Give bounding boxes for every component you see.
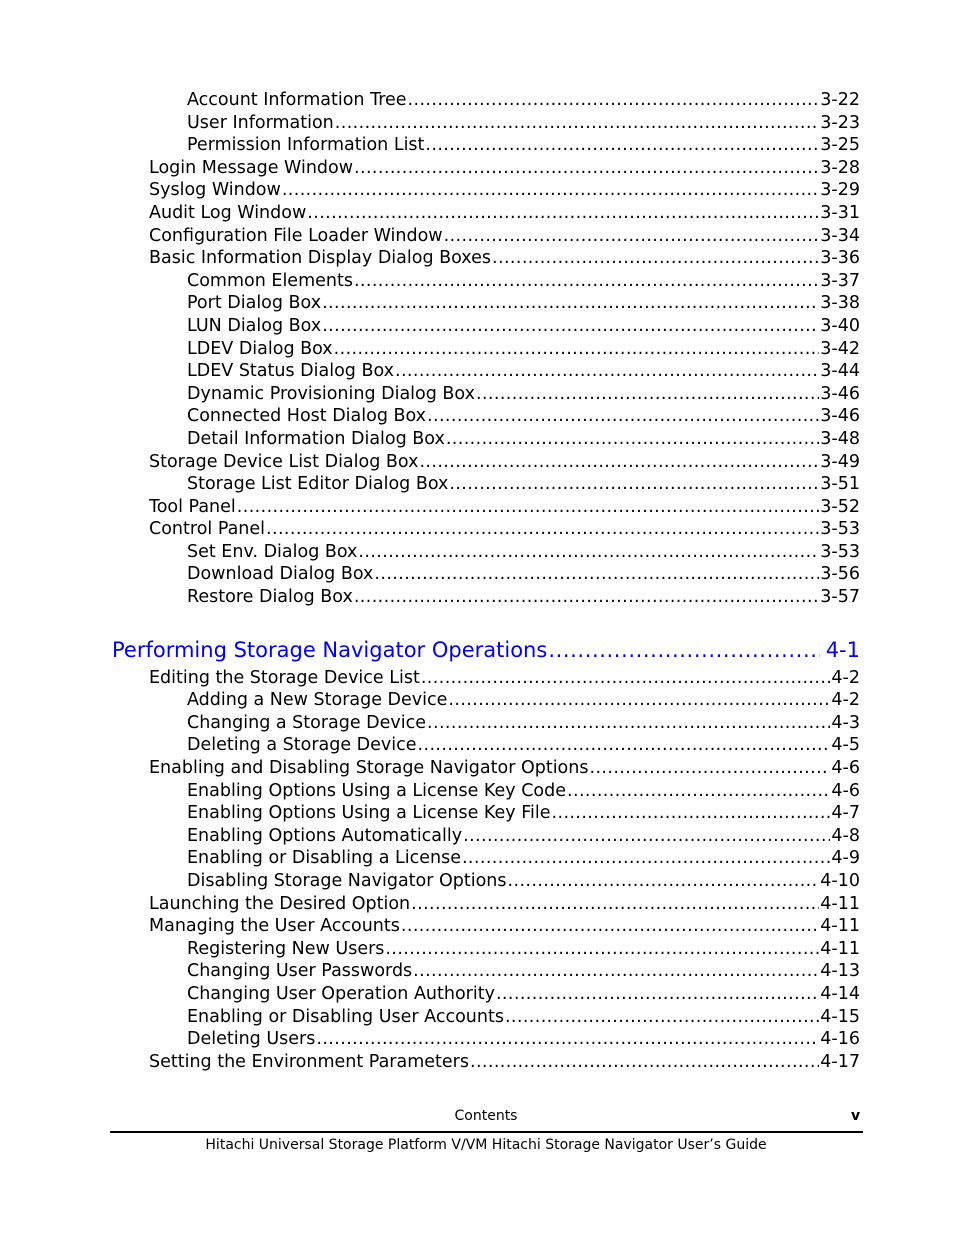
toc-dot-leader	[237, 496, 820, 519]
footer-page-number: v	[851, 1108, 861, 1124]
toc-entry[interactable]	[149, 915, 860, 938]
toc-entry-title: Deleting a Storage Device	[187, 735, 417, 756]
toc-dot-leader	[322, 292, 819, 315]
toc-entry[interactable]	[187, 134, 860, 157]
toc-entry-title: Set Env. Dialog Box	[187, 541, 358, 562]
toc-entry-title: Enabling or Disabling User Accounts	[187, 1006, 504, 1027]
toc-entry[interactable]	[187, 870, 860, 893]
toc-entry-page: 4-5	[831, 735, 860, 756]
toc-entry-title: Detail Information Dialog Box	[187, 428, 445, 449]
toc-entry-title: LUN Dialog Box	[187, 315, 322, 336]
toc-dot-leader	[316, 1028, 819, 1051]
toc-dot-leader	[418, 734, 831, 757]
toc-entry-page: 3-48	[820, 428, 860, 449]
toc-entry-title: Common Elements	[187, 270, 353, 291]
toc-dot-leader	[282, 179, 819, 202]
toc-entry[interactable]	[149, 451, 860, 474]
toc-entry-page: 3-53	[820, 519, 860, 540]
toc-entry-page: 4-2	[831, 667, 860, 688]
footer-divider	[110, 1131, 863, 1133]
toc-entry[interactable]	[187, 383, 860, 406]
toc-entry[interactable]	[149, 202, 860, 225]
toc-entry-page: 3-46	[820, 406, 860, 427]
toc-entry-title: Tool Panel	[149, 496, 236, 517]
toc-entry[interactable]	[187, 983, 860, 1006]
toc-entry-page: 4-11	[820, 893, 860, 914]
toc-entry-page: 3-51	[820, 474, 860, 495]
toc-entry-page: 3-44	[820, 361, 860, 382]
toc-entry[interactable]	[187, 847, 860, 870]
toc-entry-page: 3-57	[820, 587, 860, 608]
toc-entry[interactable]	[187, 780, 860, 803]
toc-dot-leader	[374, 563, 819, 586]
toc-entry[interactable]	[187, 734, 860, 757]
toc-entry[interactable]	[187, 825, 860, 848]
toc-entry-title: Enabling and Disabling Storage Navigator Options	[149, 758, 589, 779]
toc-entry-title: Connected Host Dialog Box	[187, 406, 427, 427]
toc-entry-title: Launching the Desired Option	[149, 893, 411, 914]
toc-entry-title: Deleting Users	[187, 1029, 316, 1050]
toc-entry[interactable]	[187, 938, 860, 961]
toc-entry-title: Adding a New Storage Device	[187, 690, 448, 711]
toc-entry-page: 4-9	[831, 848, 860, 869]
table-of-contents	[0, 89, 954, 1073]
toc-entry[interactable]	[149, 496, 860, 519]
toc-entry[interactable]	[149, 893, 860, 916]
toc-dot-leader	[385, 938, 819, 961]
toc-dot-leader	[449, 473, 819, 496]
toc-entry-page: 4-2	[831, 690, 860, 711]
toc-entry[interactable]	[187, 473, 860, 496]
toc-entry-title: Enabling Options Using a License Key Code	[187, 780, 567, 801]
toc-chapter-4-link[interactable]	[112, 634, 860, 666]
toc-entry-page: 3-38	[820, 293, 860, 314]
toc-entry-title: Control Panel	[149, 519, 266, 540]
toc-entry[interactable]	[187, 112, 860, 135]
toc-entry[interactable]	[187, 563, 860, 586]
toc-dot-leader	[354, 586, 819, 609]
toc-dot-leader	[463, 825, 830, 848]
toc-entry-title: Disabling Storage Navigator Options	[187, 871, 507, 891]
toc-entry-title: Changing User Passwords	[187, 961, 413, 982]
toc-entry-page: 3-22	[820, 90, 860, 110]
toc-entry-title: Enabling Options Using a License Key File	[187, 803, 551, 824]
toc-section-4	[0, 667, 954, 1074]
toc-chapter-page: 4-1	[825, 637, 860, 662]
toc-section-3	[0, 89, 954, 609]
toc-entry-title: Editing the Storage Device List	[149, 667, 420, 688]
toc-entry[interactable]	[149, 1051, 860, 1074]
toc-entry-page: 4-16	[820, 1029, 860, 1050]
toc-dot-leader	[444, 225, 820, 248]
toc-entry-page: 4-10	[820, 871, 860, 891]
toc-dot-leader	[448, 689, 830, 712]
toc-entry-page: 4-14	[820, 983, 860, 1004]
toc-dot-leader	[446, 428, 819, 451]
toc-entry-page: 3-53	[820, 541, 860, 562]
footer-guide-title: Hitachi Universal Storage Platform V/VM Hitachi Storage Navigator User’s Guide	[205, 1137, 767, 1153]
toc-dot-leader	[395, 360, 819, 383]
toc-entry-page: 4-6	[831, 780, 860, 801]
toc-entry-title: Storage Device List Dialog Box	[149, 451, 419, 472]
toc-entry[interactable]	[187, 586, 860, 609]
toc-dot-leader	[358, 541, 819, 564]
chapter-gap	[0, 609, 954, 634]
toc-entry-page: 3-56	[820, 564, 860, 585]
toc-entry[interactable]	[187, 541, 860, 564]
toc-entry[interactable]	[187, 360, 860, 383]
toc-entry-page: 4-11	[820, 916, 860, 937]
toc-entry[interactable]	[149, 757, 860, 780]
toc-dot-leader	[411, 893, 819, 916]
toc-entry[interactable]	[187, 428, 860, 451]
toc-entry-title: Permission Information List	[187, 135, 425, 156]
toc-entry[interactable]	[187, 89, 860, 112]
toc-entry[interactable]	[187, 712, 860, 735]
toc-dot-leader	[334, 338, 820, 361]
toc-entry-title: Changing a Storage Device	[187, 712, 427, 733]
toc-entry-page: 3-31	[820, 202, 860, 223]
toc-dot-leader	[421, 667, 831, 690]
toc-dot-leader	[307, 202, 819, 225]
toc-entry-page: 4-6	[831, 758, 860, 779]
toc-entry[interactable]	[187, 960, 860, 983]
toc-dot-leader	[266, 518, 819, 541]
toc-dot-leader	[408, 89, 820, 112]
toc-entry-page: 3-25	[820, 135, 860, 156]
toc-dot-leader	[589, 757, 830, 780]
toc-dot-leader	[401, 915, 819, 938]
toc-dot-leader	[567, 780, 830, 803]
toc-entry[interactable]	[149, 667, 860, 690]
toc-dot-leader	[552, 802, 831, 825]
toc-entry-title: Configuration File Loader Window	[149, 225, 443, 246]
toc-entry-page: 3-49	[820, 451, 860, 472]
toc-dot-leader	[476, 383, 819, 406]
toc-dot-leader	[470, 1051, 819, 1074]
toc-entry-title: Download Dialog Box	[187, 564, 374, 585]
toc-entry[interactable]	[187, 292, 860, 315]
toc-entry-title: Port Dialog Box	[187, 293, 322, 314]
toc-entry-title: LDEV Status Dialog Box	[187, 361, 394, 382]
toc-entry-page: 4-11	[820, 938, 860, 959]
toc-entry-page: 3-36	[820, 248, 860, 269]
toc-chapter-title: Performing Storage Navigator Operations	[112, 634, 548, 666]
toc-entry-title: Setting the Environment Parameters	[149, 1051, 469, 1072]
toc-entry[interactable]	[187, 315, 860, 338]
toc-entry-page: 3-42	[820, 338, 860, 359]
toc-entry-title: Basic Information Display Dialog Boxes	[149, 248, 492, 269]
toc-entry-page: 4-17	[820, 1051, 860, 1072]
toc-entry-page: 3-29	[820, 180, 860, 201]
toc-entry-page: 3-28	[820, 157, 860, 178]
toc-dot-leader	[427, 712, 830, 735]
toc-entry[interactable]	[187, 338, 860, 361]
toc-entry-page: 4-8	[831, 825, 860, 846]
toc-entry-page: 3-23	[820, 112, 860, 133]
toc-dot-leader	[496, 983, 819, 1006]
toc-entry-page: 4-13	[820, 961, 860, 982]
toc-dot-leader	[427, 405, 819, 428]
toc-dot-leader	[413, 960, 819, 983]
toc-dot-leader	[425, 134, 819, 157]
toc-entry-title: Restore Dialog Box	[187, 587, 353, 608]
toc-entry-title: Audit Log Window	[149, 202, 307, 223]
toc-entry-title: Account Information Tree	[187, 90, 407, 110]
toc-entry-title: Changing User Operation Authority	[187, 983, 495, 1004]
toc-entry-title: LDEV Dialog Box	[187, 338, 333, 359]
toc-entry[interactable]	[187, 405, 860, 428]
toc-entry-title: Managing the User Accounts	[149, 916, 400, 937]
toc-dot-leader	[322, 315, 819, 338]
toc-entry[interactable]	[187, 802, 860, 825]
toc-dot-leader	[354, 157, 819, 180]
toc-entry-title: Storage List Editor Dialog Box	[187, 474, 449, 495]
toc-dot-leader	[548, 634, 819, 666]
toc-entry[interactable]	[149, 225, 860, 248]
toc-entry[interactable]	[149, 179, 860, 202]
toc-entry[interactable]	[149, 518, 860, 541]
toc-entry-title: User Information	[187, 112, 334, 133]
toc-dot-leader	[354, 270, 819, 293]
toc-entry-page: 3-34	[820, 225, 860, 246]
toc-entry[interactable]	[187, 270, 860, 293]
toc-entry[interactable]	[187, 1006, 860, 1029]
toc-entry[interactable]	[149, 157, 860, 180]
toc-entry-page: 4-7	[831, 803, 860, 824]
toc-entry-page: 3-46	[820, 383, 860, 404]
toc-dot-leader	[505, 1006, 819, 1029]
toc-entry[interactable]	[187, 1028, 860, 1051]
toc-entry-title: Registering New Users	[187, 938, 385, 959]
toc-dot-leader	[419, 451, 819, 474]
toc-entry-title: Enabling Options Automatically	[187, 825, 463, 846]
toc-entry-page: 4-15	[820, 1006, 860, 1027]
toc-entry-page: 3-40	[820, 315, 860, 336]
toc-entry-page: 3-37	[820, 270, 860, 291]
footer-section-label: Contents	[454, 1108, 518, 1124]
toc-entry-title: Syslog Window	[149, 180, 281, 201]
toc-dot-leader	[508, 870, 820, 893]
toc-entry-title: Login Message Window	[149, 157, 354, 178]
toc-dot-leader	[462, 847, 830, 870]
toc-entry[interactable]	[187, 689, 860, 712]
toc-entry[interactable]	[149, 247, 860, 270]
toc-dot-leader	[492, 247, 819, 270]
toc-entry-title: Dynamic Provisioning Dialog Box	[187, 383, 475, 404]
toc-dot-leader	[335, 112, 820, 135]
toc-entry-page: 4-3	[831, 712, 860, 733]
toc-entry-title: Enabling or Disabling a License	[187, 848, 461, 869]
toc-entry-page: 3-52	[820, 496, 860, 517]
